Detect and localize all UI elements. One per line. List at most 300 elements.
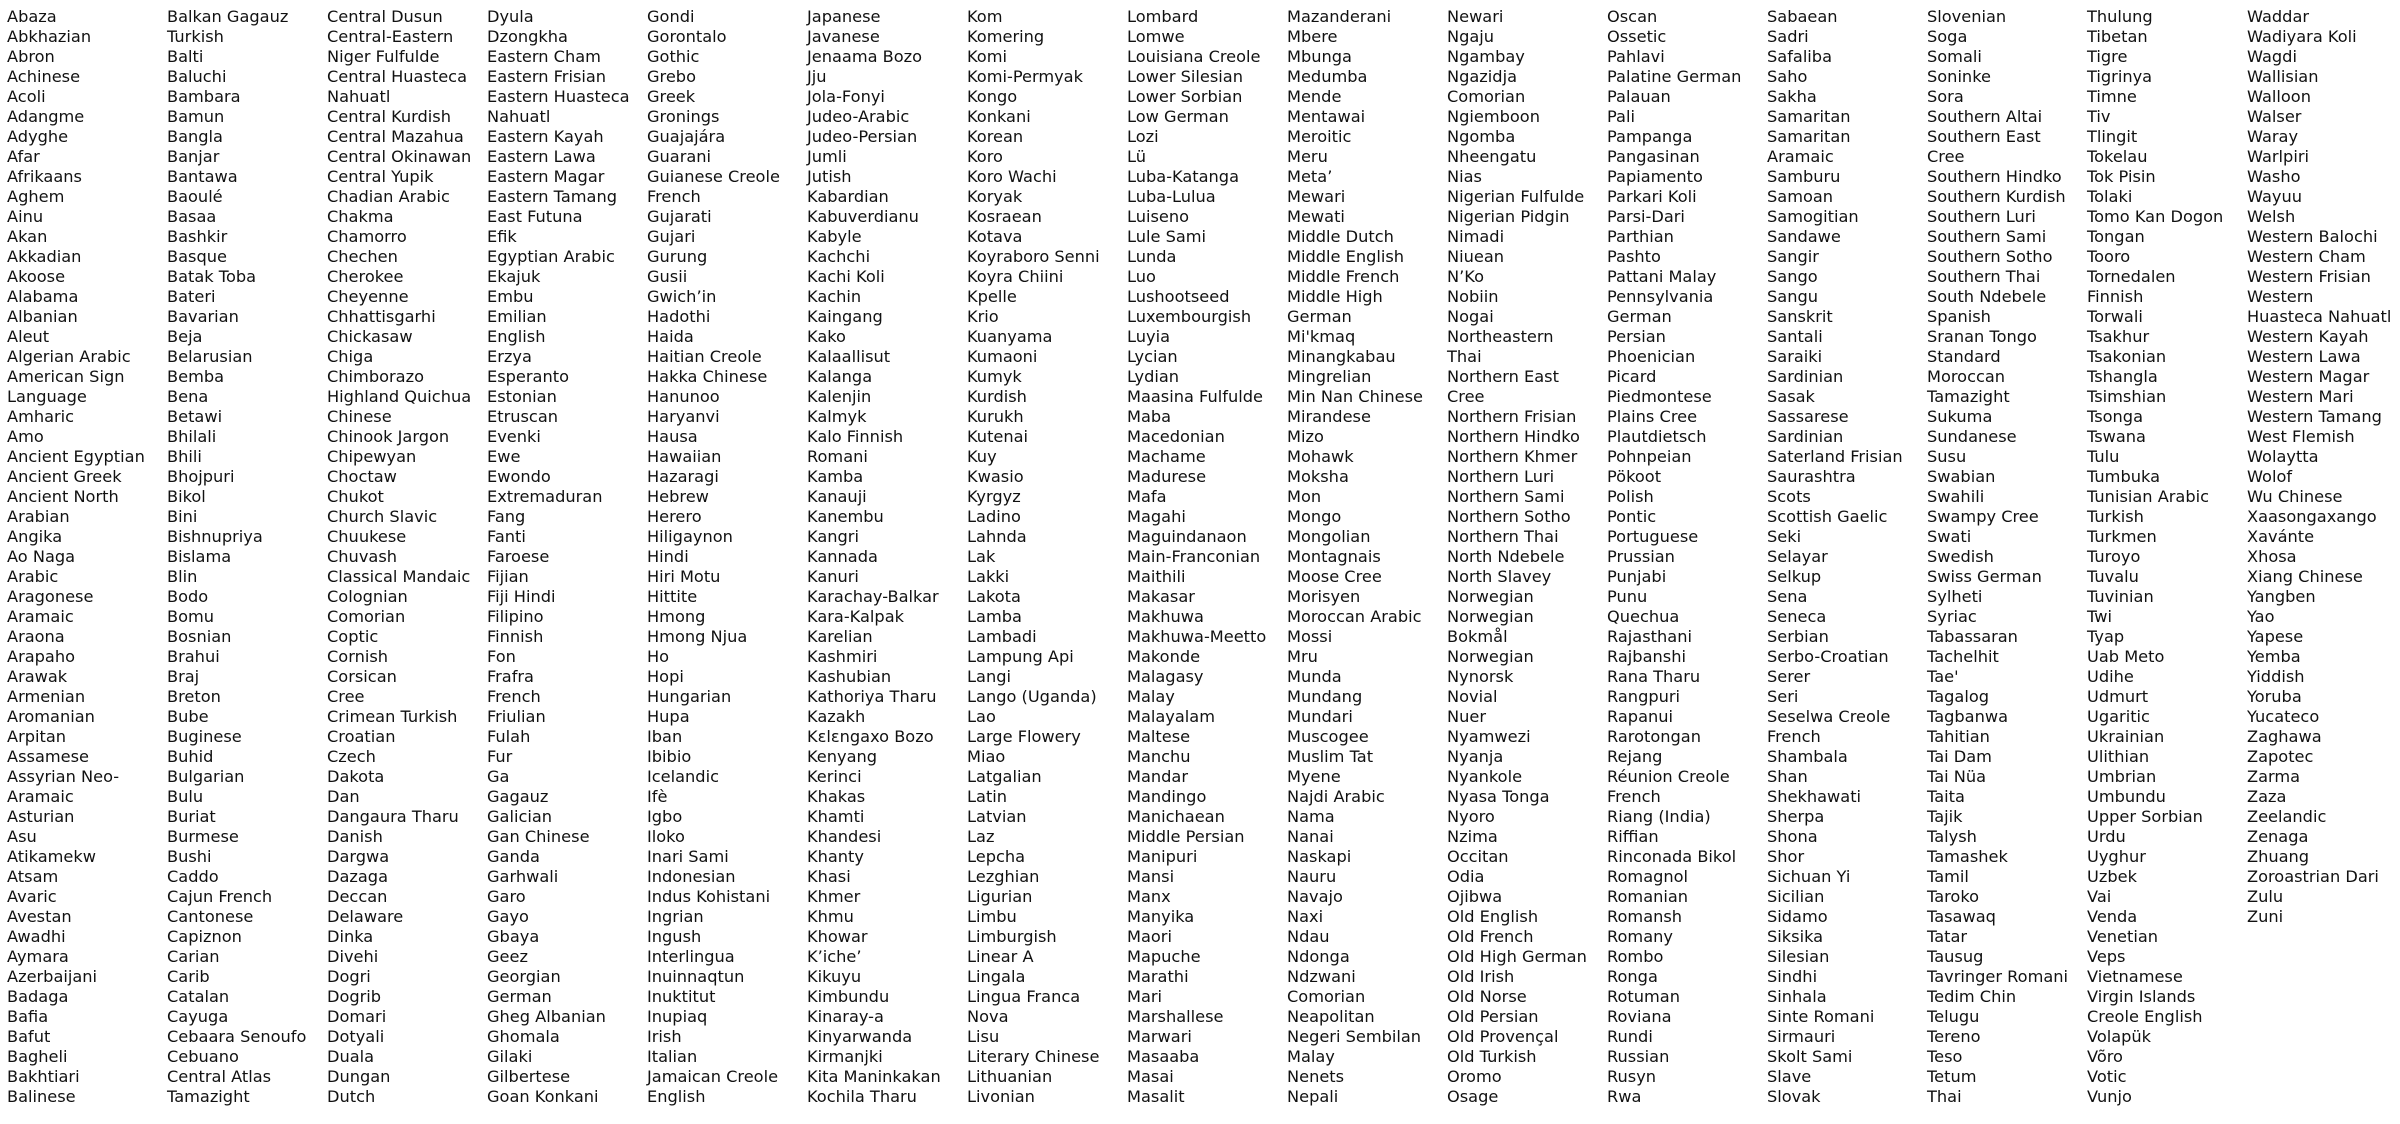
language-item[interactable]: Safaliba [1767, 47, 1833, 66]
language-item[interactable]: Réunion Creole [1607, 767, 1730, 786]
language-item[interactable]: Dazaga [327, 867, 388, 886]
language-item[interactable]: Bangla [167, 127, 223, 146]
language-item[interactable]: Jju [807, 67, 827, 86]
language-item[interactable]: Mafa [1127, 487, 1167, 506]
language-item[interactable]: Eastern Lawa [487, 147, 596, 166]
language-item[interactable]: Tamazight [1927, 387, 2010, 406]
language-item[interactable]: Western [2247, 287, 2314, 306]
language-item[interactable]: Inupiaq [647, 1007, 708, 1026]
language-item[interactable]: Chickasaw [327, 327, 413, 346]
language-item[interactable]: Comorian [327, 607, 406, 626]
language-item[interactable]: Tomo Kan Dogon [2087, 207, 2224, 226]
language-item[interactable]: Selkup [1767, 567, 1822, 586]
language-item[interactable]: Dogri [327, 967, 371, 986]
language-item[interactable]: Akoose [7, 267, 66, 286]
language-item[interactable]: Ancient North [7, 487, 119, 506]
language-item[interactable]: Bodo [167, 587, 209, 606]
language-item[interactable]: East Futuna [487, 207, 583, 226]
language-item[interactable]: Muscogee [1287, 727, 1369, 746]
language-item[interactable]: Krio [967, 307, 999, 326]
language-item[interactable]: Taroko [1927, 887, 1980, 906]
language-item[interactable]: Malay [1287, 1047, 1335, 1066]
language-item[interactable]: Sinte Romani [1767, 1007, 1875, 1026]
language-item[interactable]: Roviana [1607, 1007, 1672, 1026]
language-item[interactable]: Georgian [487, 967, 561, 986]
language-item[interactable]: Lü [1127, 147, 1146, 166]
language-item[interactable]: Breton [167, 687, 221, 706]
language-item[interactable]: Nahuatl [487, 107, 551, 126]
language-item[interactable]: German [1287, 307, 1352, 326]
language-item[interactable]: Kashmiri [807, 647, 878, 666]
language-item[interactable]: Zaghawa [2247, 727, 2322, 746]
language-item[interactable]: Norwegian [1447, 587, 1534, 606]
language-item[interactable]: Cree [1927, 147, 1965, 166]
language-item[interactable]: Garo [487, 887, 526, 906]
language-item[interactable]: Pangasinan [1607, 147, 1700, 166]
language-item[interactable]: Nogai [1447, 307, 1494, 326]
language-item[interactable]: Lozi [1127, 127, 1159, 146]
language-item[interactable]: Old Persian [1447, 1007, 1539, 1026]
language-item[interactable]: Kanuri [807, 567, 859, 586]
language-item[interactable]: Kalo Finnish [807, 427, 904, 446]
language-item[interactable]: Meru [1287, 147, 1328, 166]
language-item[interactable]: Polish [1607, 487, 1654, 506]
language-item[interactable]: Lomwe [1127, 27, 1185, 46]
language-item[interactable]: Khowar [807, 927, 868, 946]
language-item[interactable]: Hungarian [647, 687, 732, 706]
language-item[interactable]: Tyap [2087, 627, 2125, 646]
language-item[interactable]: Macedonian [1127, 427, 1225, 446]
language-item[interactable]: Kamba [807, 467, 864, 486]
language-item[interactable]: Rapanui [1607, 707, 1674, 726]
language-item[interactable]: Novial [1447, 687, 1498, 706]
language-item[interactable]: Kotava [967, 227, 1023, 246]
language-item[interactable]: Sangu [1767, 287, 1818, 306]
language-item[interactable]: Italian [647, 1047, 698, 1066]
language-item[interactable]: Khasi [807, 867, 851, 886]
language-item[interactable]: Buginese [167, 727, 242, 746]
language-item[interactable]: Livonian [967, 1087, 1035, 1106]
language-item[interactable]: Kachi Koli [807, 267, 885, 286]
language-item[interactable]: Large Flowery [967, 727, 1081, 746]
language-item[interactable]: Mende [1287, 87, 1342, 106]
language-item[interactable]: Nyamwezi [1447, 727, 1531, 746]
language-item[interactable]: Northern East [1447, 367, 1559, 386]
language-item[interactable]: Sassarese [1767, 407, 1849, 426]
language-item[interactable]: Sora [1927, 87, 1964, 106]
language-item[interactable]: Kannada [807, 547, 878, 566]
language-item[interactable]: Eastern Tamang [487, 187, 618, 206]
language-item[interactable]: Braj [167, 667, 200, 686]
language-item[interactable]: Saurashtra [1767, 467, 1856, 486]
language-item[interactable]: Deccan [327, 887, 388, 906]
language-item[interactable]: Southern Luri [1927, 207, 2036, 226]
language-item[interactable]: Sakha [1767, 87, 1817, 106]
language-item[interactable]: Cree [327, 687, 365, 706]
language-item[interactable]: English [487, 327, 546, 346]
language-item[interactable]: Torwali [2087, 307, 2143, 326]
language-item[interactable]: Bafut [7, 1027, 51, 1046]
language-item[interactable]: Turkish [167, 27, 224, 46]
language-item[interactable]: Kosraean [967, 207, 1042, 226]
language-item[interactable]: Old High German [1447, 947, 1587, 966]
language-item[interactable]: Saterland Frisian [1767, 447, 1903, 466]
language-item[interactable]: Ekajuk [487, 267, 541, 286]
language-item[interactable]: Arabian [7, 507, 70, 526]
language-item[interactable]: Kyrgyz [967, 487, 1021, 506]
language-item[interactable]: Old English [1447, 907, 1539, 926]
language-item[interactable]: Sylheti [1927, 587, 1983, 606]
language-item[interactable]: Achinese [7, 67, 81, 86]
language-item[interactable]: Chuukese [327, 527, 407, 546]
language-item[interactable]: Shona [1767, 827, 1818, 846]
language-item[interactable]: Arpitan [7, 727, 67, 746]
language-item[interactable]: Kachin [807, 287, 862, 306]
language-item[interactable]: Assyrian Neo- [7, 767, 120, 786]
language-item[interactable]: Greek [647, 87, 696, 106]
language-item[interactable]: Fang [487, 507, 526, 526]
language-item[interactable]: Rajbanshi [1607, 647, 1686, 666]
language-item[interactable]: Swabian [1927, 467, 1996, 486]
language-item[interactable]: Ngambay [1447, 47, 1525, 66]
language-item[interactable]: Baluchi [167, 67, 227, 86]
language-item[interactable]: Dangaura Tharu [327, 807, 459, 826]
language-item[interactable]: Gorontalo [647, 27, 727, 46]
language-item[interactable]: Silesian [1767, 947, 1830, 966]
language-item[interactable]: French [647, 187, 701, 206]
language-item[interactable]: Finnish [487, 627, 544, 646]
language-item[interactable]: Ossetic [1607, 27, 1667, 46]
language-item[interactable]: Extremaduran [487, 487, 603, 506]
language-item[interactable]: Adyghe [7, 127, 69, 146]
language-item[interactable]: Malay [1127, 687, 1175, 706]
language-item[interactable]: Highland Quichua [327, 387, 472, 406]
language-item[interactable]: Sundanese [1927, 427, 2017, 446]
language-item[interactable]: Seki [1767, 527, 1802, 546]
language-item[interactable]: Lingua Franca [967, 987, 1081, 1006]
language-item[interactable]: Egyptian Arabic [487, 247, 615, 266]
language-item[interactable]: Talysh [1927, 827, 1977, 846]
language-item[interactable]: Shan [1767, 767, 1808, 786]
language-item[interactable]: Sandawe [1767, 227, 1841, 246]
language-item[interactable]: Hakka Chinese [647, 367, 768, 386]
language-item[interactable]: Telugu [1927, 1007, 1980, 1026]
language-item[interactable]: Syriac [1927, 607, 1977, 626]
language-item[interactable]: Konkani [967, 107, 1031, 126]
language-item[interactable]: Catalan [167, 987, 230, 1006]
language-item[interactable]: Kpelle [967, 287, 1017, 306]
language-item[interactable]: Arapaho [7, 647, 76, 666]
language-item[interactable]: Tulu [2087, 447, 2120, 466]
language-item[interactable]: Central Mazahua [327, 127, 464, 146]
language-item[interactable]: Ukrainian [2087, 727, 2165, 746]
language-item[interactable]: Sena [1767, 587, 1808, 606]
language-item[interactable]: Choctaw [327, 467, 397, 486]
language-item[interactable]: Slovak [1767, 1087, 1821, 1106]
language-item[interactable]: Atikamekw [7, 847, 96, 866]
language-item[interactable]: Louisiana Creole [1127, 47, 1261, 66]
language-item[interactable]: Adangme [7, 107, 85, 126]
language-item[interactable]: Lamba [967, 607, 1022, 626]
language-item[interactable]: Pashto [1607, 247, 1661, 266]
language-item[interactable]: Sango [1767, 267, 1818, 286]
language-item[interactable]: Sukuma [1927, 407, 1993, 426]
language-item[interactable]: Lepcha [967, 847, 1026, 866]
language-item[interactable]: Tae' [1927, 667, 1959, 686]
language-item[interactable]: Tausug [1927, 947, 1984, 966]
language-item[interactable]: Sanskrit [1767, 307, 1833, 326]
language-item[interactable]: Shor [1767, 847, 1805, 866]
language-item[interactable]: Kumyk [967, 367, 1022, 386]
language-item[interactable]: Tigrinya [2087, 67, 2153, 86]
language-item[interactable]: Kalenjin [807, 387, 872, 406]
language-item[interactable]: Kurukh [967, 407, 1024, 426]
language-item[interactable]: Old French [1447, 927, 1534, 946]
language-item[interactable]: Tajik [1927, 807, 1963, 826]
language-item[interactable]: Skolt Sami [1767, 1047, 1853, 1066]
language-item[interactable]: Zhuang [2247, 847, 2310, 866]
language-item[interactable]: Urdu [2087, 827, 2126, 846]
language-item[interactable]: Maithili [1127, 567, 1186, 586]
language-item[interactable]: Mandingo [1127, 787, 1207, 806]
language-item[interactable]: Umbundu [2087, 787, 2166, 806]
language-item[interactable]: Pampanga [1607, 127, 1693, 146]
language-item[interactable]: Croatian [327, 727, 396, 746]
language-item[interactable]: Nimadi [1447, 227, 1505, 246]
language-item[interactable]: Lydian [1127, 367, 1180, 386]
language-item[interactable]: N’Ko [1447, 267, 1484, 286]
language-item[interactable]: Bemba [167, 367, 225, 386]
language-item[interactable]: Yangben [2247, 587, 2316, 606]
language-item[interactable]: Marathi [1127, 967, 1189, 986]
language-item[interactable]: Japanese [807, 7, 881, 26]
language-item[interactable]: Jutish [807, 167, 852, 186]
language-item[interactable]: Rejang [1607, 747, 1663, 766]
language-item[interactable]: Kabardian [807, 187, 889, 206]
language-item[interactable]: Akan [7, 227, 48, 246]
language-item[interactable]: Piedmontese [1607, 387, 1712, 406]
language-item[interactable]: Filipino [487, 607, 544, 626]
language-item[interactable]: Khmer [807, 887, 861, 906]
language-item[interactable]: Embu [487, 287, 534, 306]
language-item[interactable]: Komi-Permyak [967, 67, 1083, 86]
language-item[interactable]: Santali [1767, 327, 1823, 346]
language-item[interactable]: Crimean Turkish [327, 707, 458, 726]
language-item[interactable]: Ndonga [1287, 947, 1350, 966]
language-item[interactable]: Parthian [1607, 227, 1674, 246]
language-item[interactable]: Bulgarian [167, 767, 245, 786]
language-item[interactable]: Nyoro [1447, 807, 1495, 826]
language-item[interactable]: Tuvinian [2087, 587, 2154, 606]
language-item[interactable]: Mazanderani [1287, 7, 1392, 26]
language-item[interactable]: Fijian [487, 567, 529, 586]
language-item[interactable]: Lushootseed [1127, 287, 1230, 306]
language-item[interactable]: Ronga [1607, 967, 1658, 986]
language-item[interactable]: Gagauz [487, 787, 549, 806]
language-item[interactable]: Mundari [1287, 707, 1353, 726]
language-item[interactable]: Wadiyara Koli [2247, 27, 2357, 46]
language-item[interactable]: Odia [1447, 867, 1485, 886]
language-item[interactable]: Mongolian [1287, 527, 1371, 546]
language-item[interactable]: Min Nan Chinese [1287, 387, 1423, 406]
language-item[interactable]: Balti [167, 47, 204, 66]
language-item[interactable]: Vai [2087, 887, 2112, 906]
language-item[interactable]: Nepali [1287, 1087, 1339, 1106]
language-item[interactable]: Tibetan [2087, 27, 2148, 46]
language-item[interactable]: Turkish [2087, 507, 2144, 526]
language-item[interactable]: Old Norse [1447, 987, 1527, 1006]
language-item[interactable]: Luxembourgish [1127, 307, 1252, 326]
language-item[interactable]: Hiligaynon [647, 527, 733, 546]
language-item[interactable]: Swahili [1927, 487, 1985, 506]
language-item[interactable]: Võro [2087, 1047, 2123, 1066]
language-item[interactable]: Yao [2247, 607, 2275, 626]
language-item[interactable]: Xaasongaxango [2247, 507, 2377, 526]
language-item[interactable]: Mru [1287, 647, 1318, 666]
language-item[interactable]: Lahnda [967, 527, 1027, 546]
language-item[interactable]: Romagnol [1607, 867, 1689, 886]
language-item[interactable]: Makonde [1127, 647, 1201, 666]
language-item[interactable]: Ligurian [967, 887, 1033, 906]
language-item[interactable]: Makasar [1127, 587, 1195, 606]
language-item[interactable]: Aramaic [1767, 147, 1834, 166]
language-item[interactable]: Hebrew [647, 487, 709, 506]
language-item[interactable]: Kanauji [807, 487, 867, 506]
language-item[interactable]: Tavringer Romani [1927, 967, 2069, 986]
language-item[interactable]: Betawi [167, 407, 223, 426]
language-item[interactable]: Thulung [2087, 7, 2153, 26]
language-item[interactable]: Naskapi [1287, 847, 1352, 866]
language-item[interactable]: Kirmanjki [807, 1047, 883, 1066]
language-item[interactable]: Susu [1927, 447, 1967, 466]
language-item[interactable]: Southern Hindko [1927, 167, 2062, 186]
language-item[interactable]: West Flemish [2247, 427, 2355, 446]
language-item[interactable]: Tatar [1927, 927, 1968, 946]
language-item[interactable]: Bantawa [167, 167, 238, 186]
language-item[interactable]: Aleut [7, 327, 50, 346]
language-item[interactable]: Azerbaijani [7, 967, 98, 986]
language-item[interactable]: Kangri [807, 527, 859, 546]
language-item[interactable]: Alabama [7, 287, 79, 306]
language-item[interactable]: Komi [967, 47, 1007, 66]
language-item[interactable]: Pali [1607, 107, 1635, 126]
language-item[interactable]: Geez [487, 947, 528, 966]
language-item[interactable]: Fur [487, 747, 513, 766]
language-item[interactable]: Abaza [7, 7, 57, 26]
language-item[interactable]: Seneca [1767, 607, 1827, 626]
language-item[interactable]: Dyula [487, 7, 534, 26]
language-item[interactable]: Nigerian Pidgin [1447, 207, 1570, 226]
language-item[interactable]: Creole English [2087, 1007, 2203, 1026]
language-item[interactable]: Tai Dam [1927, 747, 1992, 766]
language-item[interactable]: Machame [1127, 447, 1206, 466]
language-item[interactable]: Guianese Creole [647, 167, 780, 186]
language-item[interactable]: Tamazight [167, 1087, 250, 1106]
language-item[interactable]: Northern Khmer [1447, 447, 1578, 466]
language-item[interactable]: French [1607, 787, 1661, 806]
language-item[interactable]: Kurdish [967, 387, 1027, 406]
language-item[interactable]: Wagdi [2247, 47, 2297, 66]
language-item[interactable]: Bushi [167, 847, 212, 866]
language-item[interactable]: Yapese [2247, 627, 2304, 646]
language-item[interactable]: Finnish [2087, 287, 2144, 306]
language-item[interactable]: Sabaean [1767, 7, 1838, 26]
language-item[interactable]: German [487, 987, 552, 1006]
language-item[interactable]: Southern East [1927, 127, 2041, 146]
language-item[interactable]: Mundang [1287, 687, 1363, 706]
language-item[interactable]: Colognian [327, 587, 408, 606]
language-item[interactable]: Seri [1767, 687, 1799, 706]
language-item[interactable]: Bikol [167, 487, 206, 506]
language-item[interactable]: Spanish [1927, 307, 1991, 326]
language-item[interactable]: Buhid [167, 747, 214, 766]
language-item[interactable]: Walser [2247, 107, 2302, 126]
language-item[interactable]: Interlingua [647, 947, 735, 966]
language-item[interactable]: Najdi Arabic [1287, 787, 1385, 806]
language-item[interactable]: Czech [327, 747, 376, 766]
language-item[interactable]: Parkari Koli [1607, 187, 1697, 206]
language-item[interactable]: Romanian [1607, 887, 1689, 906]
language-item[interactable]: Pennsylvania [1607, 287, 1714, 306]
language-item[interactable]: Karelian [807, 627, 873, 646]
language-item[interactable]: Kom [967, 7, 1003, 26]
language-item[interactable]: Tigre [2087, 47, 2128, 66]
language-item[interactable]: Aramaic [7, 607, 74, 626]
language-item[interactable]: Zoroastrian Dari [2247, 867, 2379, 886]
language-item[interactable]: Nynorsk [1447, 667, 1514, 686]
language-item[interactable]: Oromo [1447, 1067, 1502, 1086]
language-item[interactable]: Etruscan [487, 407, 559, 426]
language-item[interactable]: Seselwa Creole [1767, 707, 1891, 726]
language-item[interactable]: Middle English [1287, 247, 1405, 266]
language-item[interactable]: Galician [487, 807, 553, 826]
language-item[interactable]: Herero [647, 507, 702, 526]
language-item[interactable]: Western Magar [2247, 367, 2370, 386]
language-item[interactable]: Kaingang [807, 307, 883, 326]
language-item[interactable]: Mentawai [1287, 107, 1366, 126]
language-item[interactable]: Lakki [967, 567, 1010, 586]
language-item[interactable]: Pohnpeian [1607, 447, 1692, 466]
language-item[interactable]: Hopi [647, 667, 684, 686]
language-item[interactable]: Faroese [487, 547, 550, 566]
language-item[interactable]: Chuvash [327, 547, 398, 566]
language-item[interactable]: Sasak [1767, 387, 1815, 406]
language-item[interactable]: Language [7, 387, 87, 406]
language-item[interactable]: Kanembu [807, 507, 884, 526]
language-item[interactable]: Niger Fulfulde [327, 47, 440, 66]
language-item[interactable]: Kongo [967, 87, 1018, 106]
language-item[interactable]: Mongo [1287, 507, 1342, 526]
language-item[interactable]: Nahuatl [327, 87, 391, 106]
language-item[interactable]: Masalit [1127, 1087, 1185, 1106]
language-item[interactable]: Avaric [7, 887, 57, 906]
language-item[interactable]: Bakhtiari [7, 1067, 80, 1086]
language-item[interactable]: Coptic [327, 627, 379, 646]
language-item[interactable]: Palatine German [1607, 67, 1742, 86]
language-item[interactable]: Kɛlɛngaxo Bozo [807, 727, 934, 746]
language-item[interactable]: Chechen [327, 247, 398, 266]
language-item[interactable]: Punjabi [1607, 567, 1667, 586]
language-item[interactable]: Swiss German [1927, 567, 2042, 586]
language-item[interactable]: Old Provençal [1447, 1027, 1559, 1046]
language-item[interactable]: Javanese [807, 27, 880, 46]
language-item[interactable]: Asu [7, 827, 37, 846]
language-item[interactable]: Ingrian [647, 907, 704, 926]
language-item[interactable]: Meta’ [1287, 167, 1333, 186]
language-item[interactable]: Udihe [2087, 667, 2134, 686]
language-item[interactable]: North Ndebele [1447, 547, 1565, 566]
language-item[interactable]: Luba-Lulua [1127, 187, 1216, 206]
